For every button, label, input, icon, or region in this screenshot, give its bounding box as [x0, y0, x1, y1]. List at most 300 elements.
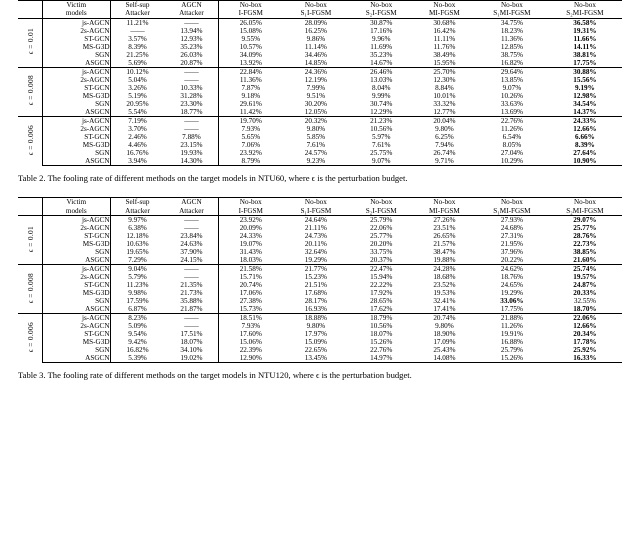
table2-caption — [0, 166, 640, 184]
metric-cell: 5.09% — [128, 321, 147, 330]
column-header-line2: Attacker — [125, 9, 150, 18]
metric-cell: 13.92% — [239, 58, 262, 67]
metric-cell: 4.46% — [128, 140, 147, 149]
metric-cell: 17.41% — [433, 304, 456, 313]
epsilon-label — [18, 18, 43, 67]
victim-model-name: MS-G3D — [43, 43, 111, 51]
column-header — [43, 1, 111, 19]
metric-cell: 8.23% — [110, 313, 164, 322]
metric-cell: 8.39% — [575, 140, 595, 149]
metric-cell: 8.79% — [219, 157, 282, 166]
metric-cell: 14.30% — [164, 157, 218, 166]
table-row — [18, 256, 622, 265]
metric-cell: 7.93% — [241, 124, 261, 133]
metric-cell: 15.56% — [573, 75, 597, 84]
column-header-line1: No-box — [433, 198, 456, 207]
epsilon-label — [18, 264, 43, 313]
victim-model-name: ST-GCN — [43, 133, 111, 141]
metric-cell: 15.23% — [304, 272, 327, 281]
table-row — [18, 18, 622, 27]
metric-cell: 17.97% — [304, 329, 327, 338]
metric-cell: 20.74% — [413, 313, 476, 322]
metric-cell: 33.32% — [433, 99, 456, 108]
table-row — [18, 354, 622, 363]
metric-cell: 17.16% — [370, 26, 393, 35]
metric-cell: 16.42% — [433, 26, 456, 35]
victim-model-name: 2s-AGCN — [43, 224, 111, 232]
column-header-line2: Attacker — [125, 206, 150, 215]
metric-cell: 12.77% — [433, 107, 456, 116]
column-header — [476, 198, 548, 216]
metric-cell: 15.06% — [239, 337, 262, 346]
table-row — [18, 133, 622, 141]
metric-cell: 3.94% — [110, 157, 164, 166]
metric-cell: 30.68% — [413, 18, 476, 27]
table-row — [18, 330, 622, 338]
metric-cell: 15.09% — [304, 337, 327, 346]
metric-cell: 20.74% — [239, 280, 262, 289]
column-header-line1: No-box — [500, 1, 523, 9]
epsilon-value: ϵ = 0.008 — [25, 272, 35, 303]
table-row — [18, 322, 622, 330]
metric-cell: 20.95% — [126, 99, 149, 108]
metric-cell: 34.09% — [239, 50, 262, 59]
metric-cell: 10.01% — [433, 91, 456, 100]
metric-cell: 21.87% — [164, 305, 218, 314]
column-header — [282, 198, 350, 216]
epsilon-value: ϵ = 0.008 — [25, 75, 35, 106]
metric-cell: 11.14% — [304, 42, 327, 51]
metric-cell: 19.88% — [433, 255, 456, 264]
table-header-row — [18, 1, 622, 19]
metric-cell: 5.79% — [128, 272, 147, 281]
metric-cell: 25.75% — [370, 148, 393, 157]
column-header-line2: S₁MI-FGSM — [493, 206, 531, 215]
metric-cell: 16.82% — [500, 58, 524, 67]
table-row — [18, 273, 622, 281]
victim-model-name: ASGCN — [43, 305, 111, 314]
metric-cell: 5.69% — [128, 58, 147, 67]
column-header — [413, 1, 476, 19]
table2 — [18, 0, 622, 166]
column-header — [110, 1, 164, 19]
metric-cell: 32.55% — [573, 296, 597, 305]
victim-model-name: js-AGCN — [43, 264, 111, 273]
table-row — [18, 338, 622, 346]
metric-cell: 9.23% — [282, 157, 350, 166]
metric-cell: 13.85% — [500, 75, 524, 84]
metric-cell: 24.57% — [304, 148, 327, 157]
metric-cell: 22.76% — [476, 116, 548, 125]
metric-cell: 24.63% — [164, 240, 218, 248]
metric-cell: —— — [164, 322, 218, 330]
table-row — [18, 346, 622, 354]
metric-cell: 9.04% — [110, 264, 164, 273]
metric-cell: —— — [164, 273, 218, 281]
column-header-line1: No-box — [573, 1, 596, 9]
column-header-line1: No-box — [239, 1, 262, 9]
victim-model-name: SGN — [43, 248, 111, 256]
table2-caption-label: Table 2. — [18, 172, 46, 183]
metric-cell: 18.88% — [282, 313, 350, 322]
victim-model-name: ASGCN — [43, 59, 111, 68]
metric-cell: 10.26% — [500, 91, 524, 100]
metric-cell: 20.37% — [370, 255, 393, 264]
metric-cell: 19.31% — [573, 26, 597, 35]
metric-cell: 33.63% — [500, 99, 524, 108]
metric-cell: 19.02% — [164, 354, 218, 363]
metric-cell: 14.37% — [573, 107, 597, 116]
metric-cell: 29.61% — [239, 99, 262, 108]
metric-cell: 9.18% — [241, 91, 261, 100]
column-header-line2: models — [65, 206, 87, 215]
column-header-line2: S₂I-FGSM — [365, 9, 397, 18]
metric-cell: 18.76% — [500, 272, 524, 281]
metric-cell: 32.41% — [433, 296, 456, 305]
metric-cell: 12.29% — [370, 107, 393, 116]
metric-cell: 13.03% — [370, 75, 393, 84]
metric-cell: 27.38% — [239, 296, 262, 305]
metric-cell: 20.87% — [164, 59, 218, 68]
column-header-line2: I-FGSM — [238, 206, 263, 215]
table-gap — [0, 183, 640, 197]
metric-cell: 16.82% — [126, 345, 149, 354]
victim-model-name: 2s-AGCN — [43, 76, 111, 84]
table-row — [18, 76, 622, 84]
metric-cell: 11.21% — [110, 18, 164, 27]
column-header-line2: S₁I-FGSM — [300, 9, 332, 18]
metric-cell: 17.51% — [164, 330, 218, 338]
metric-cell: 11.76% — [433, 42, 456, 51]
column-header — [164, 1, 218, 19]
table-row — [18, 157, 622, 166]
column-header-line2: Attacker — [179, 9, 204, 18]
metric-cell: 12.93% — [164, 35, 218, 43]
metric-cell: 15.95% — [433, 58, 456, 67]
metric-cell: 25.74% — [548, 264, 622, 273]
metric-cell: 20.20% — [370, 239, 393, 248]
table-row — [18, 149, 622, 157]
metric-cell: 22.84% — [219, 67, 282, 76]
metric-cell: 24.33% — [239, 231, 262, 240]
metric-cell: 8.05% — [502, 140, 522, 149]
metric-cell: 33.75% — [370, 247, 393, 256]
victim-model-name: ST-GCN — [43, 232, 111, 240]
metric-cell: 8.04% — [371, 83, 391, 92]
victim-model-name: ASGCN — [43, 157, 111, 166]
column-header — [350, 198, 413, 216]
metric-cell: 9.96% — [371, 34, 391, 43]
metric-cell: 5.04% — [128, 75, 147, 84]
victim-model-name: js-AGCN — [43, 116, 111, 125]
metric-cell: 6.25% — [435, 132, 454, 141]
metric-cell: 15.08% — [239, 26, 262, 35]
metric-cell: 7.94% — [435, 140, 454, 149]
metric-cell: 30.20% — [304, 99, 327, 108]
metric-cell: 5.19% — [128, 91, 147, 100]
metric-cell: 18.90% — [433, 329, 456, 338]
table-header-row — [18, 198, 622, 216]
metric-cell: 11.42% — [239, 107, 262, 116]
column-header — [548, 1, 622, 19]
column-header-line1: No-box — [304, 198, 327, 207]
victim-model-name: js-AGCN — [43, 313, 111, 322]
metric-cell: 25.70% — [413, 67, 476, 76]
metric-cell: 12.18% — [126, 231, 149, 240]
metric-cell: 6.38% — [128, 223, 147, 232]
table-row — [18, 59, 622, 68]
metric-cell: 22.39% — [239, 345, 262, 354]
column-header-line1: AGCN — [181, 1, 202, 9]
table3-caption-label: Table 3. — [18, 369, 46, 380]
metric-cell: 9.54% — [128, 329, 147, 338]
metric-cell: 17.60% — [239, 329, 262, 338]
metric-cell: 13.94% — [164, 27, 218, 35]
metric-cell: 19.70% — [219, 116, 282, 125]
table-row — [18, 35, 622, 43]
victim-model-name: ST-GCN — [43, 330, 111, 338]
metric-cell: —— — [164, 67, 218, 76]
metric-cell: 24.36% — [282, 67, 350, 76]
metric-cell: —— — [164, 18, 218, 27]
metric-cell: 26.74% — [433, 148, 456, 157]
metric-cell: 18.23% — [500, 26, 524, 35]
metric-cell: 11.23% — [126, 280, 149, 289]
metric-cell: 18.07% — [370, 329, 393, 338]
metric-cell: 24.65% — [500, 280, 524, 289]
column-header-line1: No-box — [370, 1, 393, 9]
column-header-line1: Victim — [66, 198, 87, 207]
victim-model-name: ASGCN — [43, 108, 111, 117]
victim-model-name: SGN — [43, 346, 111, 354]
metric-cell: 31.43% — [239, 247, 262, 256]
metric-cell: 9.99% — [371, 91, 391, 100]
metric-cell: 9.80% — [435, 124, 454, 133]
metric-cell: 30.74% — [370, 99, 393, 108]
metric-cell: 28.65% — [370, 296, 393, 305]
metric-cell: 22.65% — [304, 345, 327, 354]
metric-cell: 7.06% — [241, 140, 261, 149]
metric-cell: 18.77% — [164, 108, 218, 117]
metric-cell: 19.29% — [500, 288, 524, 297]
metric-cell: 12.30% — [433, 75, 456, 84]
metric-cell: 9.07% — [350, 157, 413, 166]
metric-cell: 21.60% — [573, 255, 597, 264]
metric-cell: 12.05% — [304, 107, 327, 116]
table-row — [18, 215, 622, 224]
metric-cell: 35.88% — [164, 297, 218, 305]
victim-model-name: ASGCN — [43, 256, 111, 265]
metric-cell: 8.39% — [128, 42, 147, 51]
metric-cell: 17.78% — [573, 337, 597, 346]
metric-cell: —— — [164, 76, 218, 84]
metric-cell: 24.33% — [548, 116, 622, 125]
metric-cell: 35.23% — [164, 43, 218, 51]
table-row — [18, 240, 622, 248]
metric-cell: 12.85% — [500, 42, 524, 51]
victim-model-name: MS-G3D — [43, 240, 111, 248]
epsilon-value: ϵ = 0.006 — [25, 124, 35, 155]
metric-cell: —— — [130, 26, 145, 35]
metric-cell: 9.71% — [413, 157, 476, 166]
metric-cell: 17.68% — [304, 288, 327, 297]
metric-cell: 37.96% — [500, 247, 524, 256]
victim-model-name: 2s-AGCN — [43, 125, 111, 133]
metric-cell: 9.80% — [306, 124, 326, 133]
metric-cell: 29.64% — [476, 67, 548, 76]
victim-model-name: js-AGCN — [43, 67, 111, 76]
metric-cell: 11.69% — [370, 42, 393, 51]
table-row — [18, 313, 622, 322]
metric-cell: 3.70% — [128, 124, 147, 133]
metric-cell: 11.36% — [500, 34, 523, 43]
epsilon-label — [18, 67, 43, 116]
column-header-line1: Self-sup — [125, 1, 150, 9]
metric-cell: 10.12% — [110, 67, 164, 76]
table-row — [18, 281, 622, 289]
table-row — [18, 125, 622, 133]
metric-cell: 5.54% — [128, 107, 147, 116]
table-row — [18, 232, 622, 240]
victim-model-name: MS-G3D — [43, 338, 111, 346]
metric-cell: 21.35% — [164, 281, 218, 289]
column-header-line2: MI-FGSM — [429, 206, 460, 215]
metric-cell: 17.06% — [239, 288, 262, 297]
column-header-line2: MI-FGSM — [429, 9, 460, 18]
metric-cell: 17.62% — [370, 304, 393, 313]
metric-cell: 32.64% — [304, 247, 327, 256]
metric-cell: 25.77% — [573, 223, 597, 232]
metric-cell: 16.25% — [304, 26, 327, 35]
table-row — [18, 141, 622, 149]
victim-model-name: 2s-AGCN — [43, 27, 111, 35]
column-header-line2: S₂MI-FGSM — [566, 9, 604, 18]
metric-cell: 31.28% — [164, 92, 218, 100]
table-row — [18, 289, 622, 297]
table-row — [18, 116, 622, 125]
metric-cell: 38.49% — [433, 50, 456, 59]
metric-cell: 26.03% — [164, 51, 218, 59]
metric-cell: 25.43% — [433, 345, 456, 354]
epsilon-label — [18, 215, 43, 264]
metric-cell: 17.59% — [126, 296, 149, 305]
metric-cell: 22.47% — [350, 264, 413, 273]
metric-cell: 21.95% — [500, 239, 524, 248]
metric-cell: 24.15% — [164, 256, 218, 265]
victim-model-name: SGN — [43, 297, 111, 305]
metric-cell: 24.73% — [304, 231, 327, 240]
metric-cell: 23.84% — [164, 232, 218, 240]
metric-cell: 22.22% — [370, 280, 393, 289]
metric-cell: 24.64% — [282, 215, 350, 224]
table-row — [18, 108, 622, 117]
metric-cell: 19.07% — [239, 239, 262, 248]
metric-cell: 7.61% — [306, 140, 326, 149]
metric-cell: 9.55% — [241, 34, 261, 43]
column-header-line1: Self-sup — [125, 198, 150, 207]
metric-cell: 19.29% — [304, 255, 327, 264]
metric-cell: 19.53% — [433, 288, 456, 297]
column-header-line1: No-box — [500, 198, 523, 207]
metric-cell: 3.57% — [128, 34, 147, 43]
metric-cell: 16.76% — [126, 148, 149, 157]
column-header — [350, 1, 413, 19]
metric-cell: 15.26% — [476, 354, 548, 363]
victim-model-name: 2s-AGCN — [43, 273, 111, 281]
metric-cell: 15.71% — [239, 272, 262, 281]
metric-cell: 20.33% — [573, 288, 597, 297]
table2-wrapper — [0, 0, 640, 166]
metric-cell: 38.75% — [500, 50, 524, 59]
metric-cell: 11.11% — [433, 34, 456, 43]
metric-cell: 20.04% — [413, 116, 476, 125]
metric-cell: 5.97% — [371, 132, 391, 141]
epsilon-label — [18, 313, 43, 362]
metric-cell: 6.54% — [502, 132, 522, 141]
column-header-line1: No-box — [239, 198, 262, 207]
metric-cell: 9.07% — [502, 83, 522, 92]
metric-cell: 10.29% — [476, 157, 548, 166]
metric-cell: 18.07% — [164, 338, 218, 346]
victim-model-name: MS-G3D — [43, 289, 111, 297]
metric-cell: 21.88% — [476, 313, 548, 322]
metric-cell: 12.90% — [219, 354, 282, 363]
metric-cell: 10.56% — [370, 321, 393, 330]
metric-cell: 14.67% — [370, 58, 393, 67]
metric-cell: 19.57% — [573, 272, 597, 281]
metric-cell: 18.70% — [573, 304, 597, 313]
metric-cell: 34.75% — [476, 18, 548, 27]
metric-cell: 25.92% — [573, 345, 597, 354]
victim-model-name: ST-GCN — [43, 281, 111, 289]
metric-cell: 15.73% — [239, 304, 262, 313]
epsilon-value: ϵ = 0.01 — [25, 225, 35, 252]
metric-cell: 10.57% — [239, 42, 262, 51]
column-header-line1: No-box — [370, 198, 393, 207]
metric-cell: 10.90% — [548, 157, 622, 166]
column-header — [282, 1, 350, 19]
metric-cell: 7.61% — [371, 140, 391, 149]
victim-model-name: MS-G3D — [43, 92, 111, 100]
metric-cell: 17.92% — [370, 288, 393, 297]
metric-cell: 11.26% — [500, 124, 523, 133]
metric-cell: 9.97% — [110, 215, 164, 224]
metric-cell: 25.79% — [350, 215, 413, 224]
metric-cell: 16.33% — [548, 354, 622, 363]
metric-cell: 16.88% — [500, 337, 524, 346]
table-row — [18, 92, 622, 100]
metric-cell: 18.51% — [219, 313, 282, 322]
column-header-line2: S₂I-FGSM — [365, 206, 397, 215]
table-row — [18, 224, 622, 232]
metric-cell: 5.65% — [241, 132, 261, 141]
table3-caption — [0, 363, 640, 381]
column-header-line2: I-FGSM — [238, 9, 263, 18]
metric-cell: 30.88% — [548, 67, 622, 76]
metric-cell: 28.76% — [573, 231, 597, 240]
metric-cell: 22.06% — [548, 313, 622, 322]
metric-cell: 6.87% — [128, 304, 147, 313]
metric-cell: 10.33% — [164, 84, 218, 92]
metric-cell: 34.54% — [573, 99, 597, 108]
metric-cell: 33.06% — [500, 296, 524, 305]
table-row — [18, 248, 622, 256]
metric-cell: 24.62% — [476, 264, 548, 273]
metric-cell: 21.23% — [350, 116, 413, 125]
column-header-line1: No-box — [433, 1, 456, 9]
table3-caption-text: The fooling rate of different methods on the target models in NTU120, where ϵ is the perturbation budget. — [47, 369, 412, 380]
metric-cell: 19.91% — [500, 329, 524, 338]
